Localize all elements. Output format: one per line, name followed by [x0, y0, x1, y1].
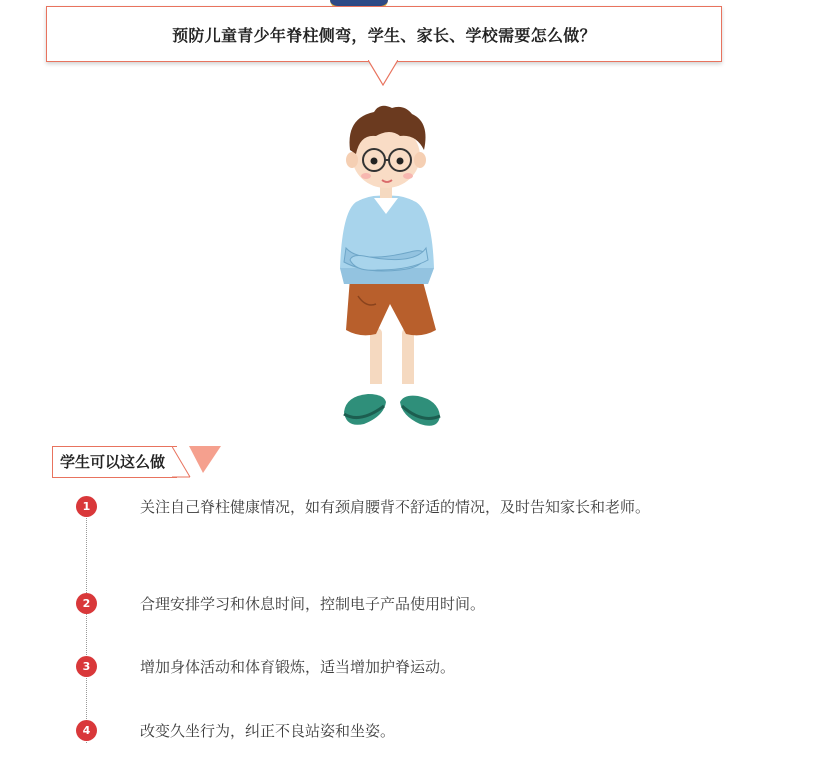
section-header: [52, 446, 232, 478]
speech-bubble-tail: [368, 60, 398, 86]
step-text: 合理安排学习和休息时间，控制电子产品使用时间。: [140, 595, 486, 613]
step-text: 改变久坐行为，纠正不良站姿和坐姿。: [140, 722, 396, 740]
title-speech-bubble: [46, 6, 722, 62]
section-heading: 学生可以这么做: [52, 446, 177, 478]
page-title: 预防儿童青少年脊柱侧弯，学生、家长、学校需要怎么做？: [172, 25, 596, 45]
step-text: 关注自己脊柱健康情况，如有颈肩腰背不舒适的情况，及时告知家长和老师。: [140, 498, 651, 516]
step-text: 增加身体活动和体育锻炼，适当增加护脊运动。: [140, 658, 456, 676]
student-boy-illustration: [330, 98, 442, 434]
step-number-badge: 2: [76, 593, 97, 614]
step-number-badge: 4: [76, 720, 97, 741]
step-number-badge: 1: [76, 496, 97, 517]
step-number-badge: 3: [76, 656, 97, 677]
pink-triangle-icon: [189, 446, 221, 474]
timeline-dotted-line: [86, 507, 87, 743]
